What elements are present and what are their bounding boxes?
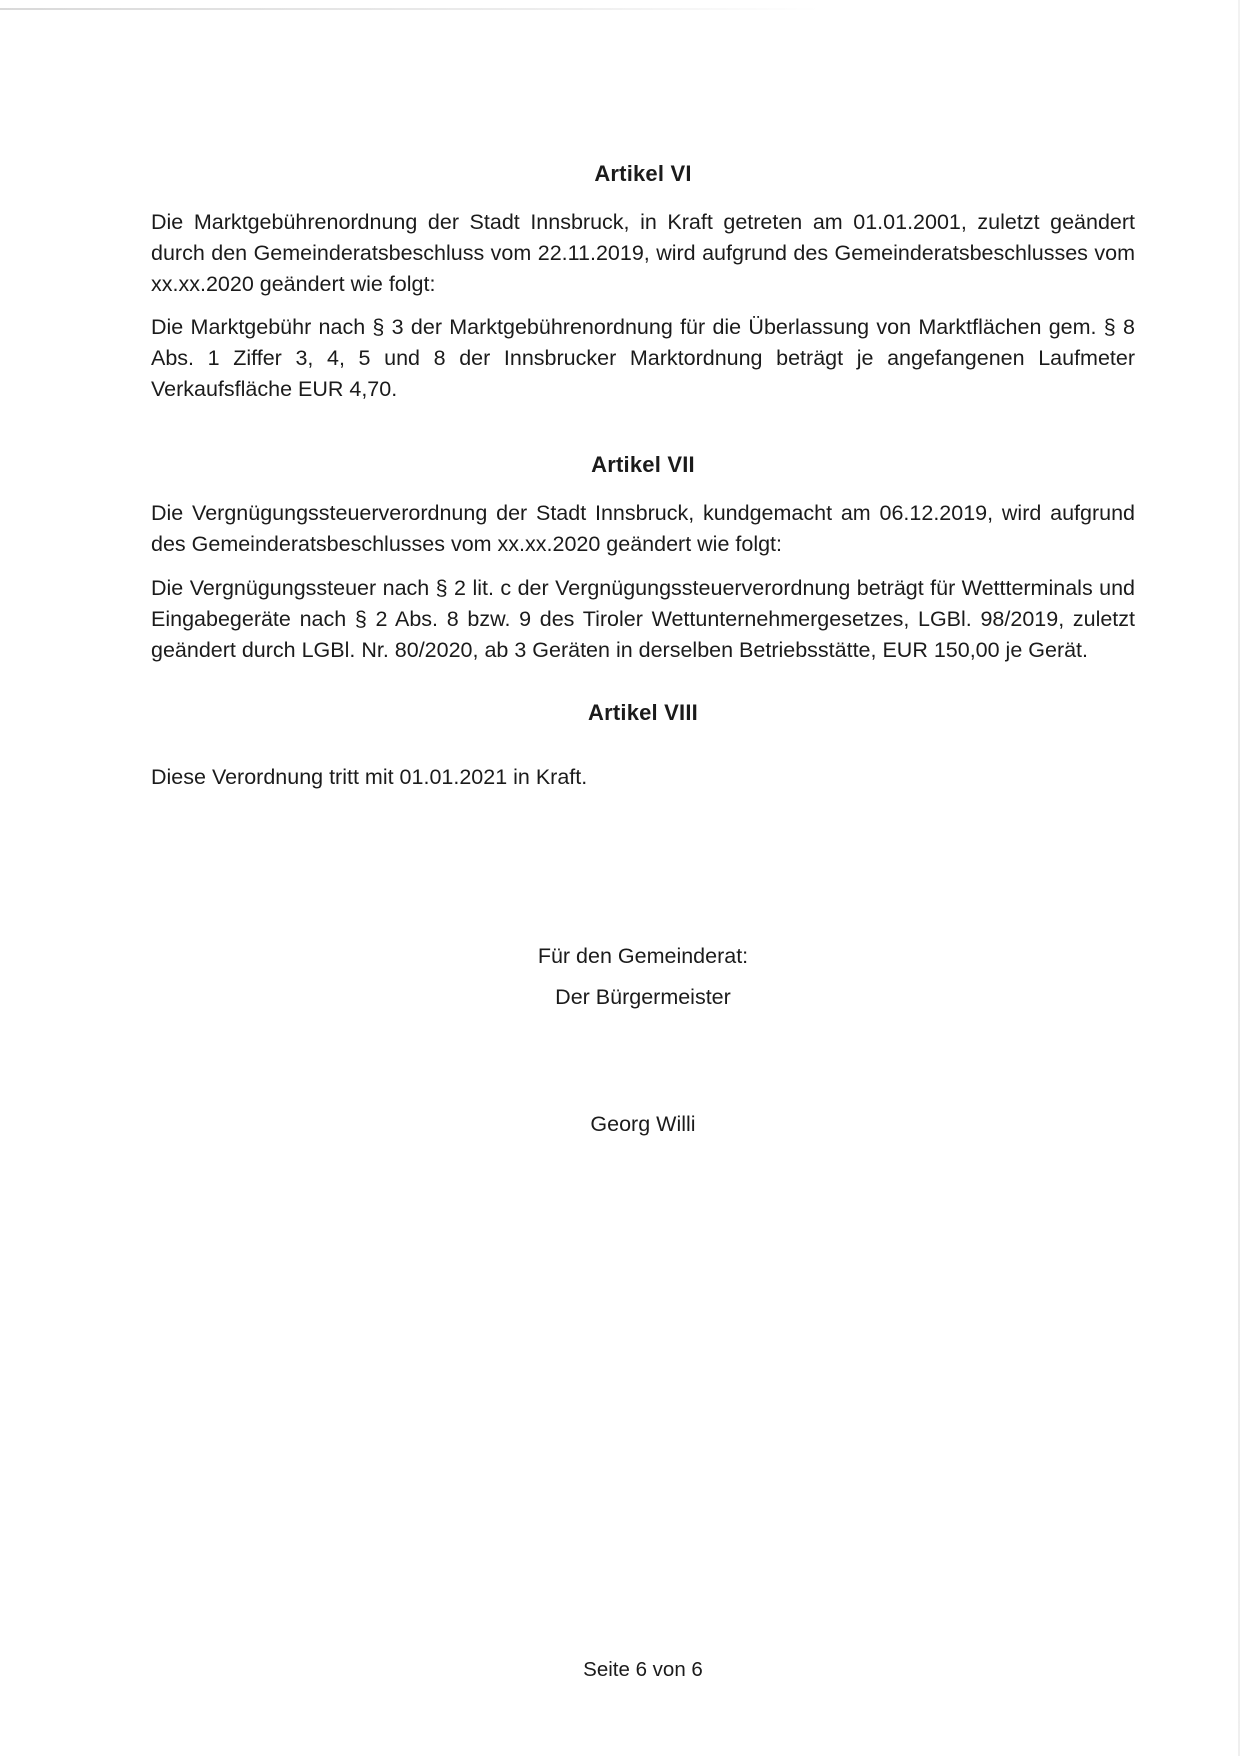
article-6-heading: Artikel VI [594, 161, 692, 186]
article-7 [151, 451, 1135, 666]
document-body [151, 160, 1135, 793]
signature-name: Georg Willi [590, 1112, 696, 1136]
signature-line-title: Der Bürgermeister [555, 985, 731, 1009]
scan-edge-right [1238, 0, 1240, 1756]
article-6-paragraph-2: Die Marktgebühr nach § 3 der Marktgebührenordnung für die Überlassung von Marktflächen gem. § 8 Abs. 1 Ziffer 3, 4, 5 und 8 der Innsbrucker Marktordnung beträgt je angefangenen Laufmeter Verkaufsfläche EUR 4,70. [151, 315, 1135, 401]
signature-line-council: Für den Gemeinderat: [537, 944, 749, 968]
article-8-paragraph-1: Diese Verordnung tritt mit 01.01.2021 in Kraft. [151, 765, 588, 789]
page-number: Seite 6 von 6 [583, 1658, 703, 1681]
article-7-paragraph-2: Die Vergnügungssteuer nach § 2 lit. c der Vergnügungssteuerverordnung beträgt für Wettterminals und Eingabegeräte nach § 2 Abs. 8 bzw. 9 des Tiroler Wettunternehmergesetzes, LGBl. 98/2019, zuletzt geändert durch LGBl. Nr. 80/2020, ab 3 Geräten in derselben Betriebsstätte, EUR 150,00 je Gerät. [151, 576, 1135, 662]
article-7-paragraph-1: Die Vergnügungssteuerverordnung der Stadt Innsbruck, kundgemacht am 06.12.2019, wird aufgrund des Gemeinderatsbeschlusses vom xx.xx.2020 geändert wie folgt: [151, 501, 1135, 556]
scan-edge-top [0, 8, 820, 10]
article-6 [151, 160, 1135, 405]
article-6-paragraph-1: Die Marktgebührenordnung der Stadt Innsbruck, in Kraft getreten am 01.01.2001, zuletzt geändert durch den Gemeinderatsbeschluss vom 22.11.2019, wird aufgrund des Gemeinderatsbeschlusses vom xx.xx.2020 geändert wie folgt: [151, 210, 1135, 296]
article-8 [151, 699, 1135, 793]
article-7-heading: Artikel VII [591, 452, 695, 477]
article-8-heading: Artikel VIII [588, 700, 698, 725]
